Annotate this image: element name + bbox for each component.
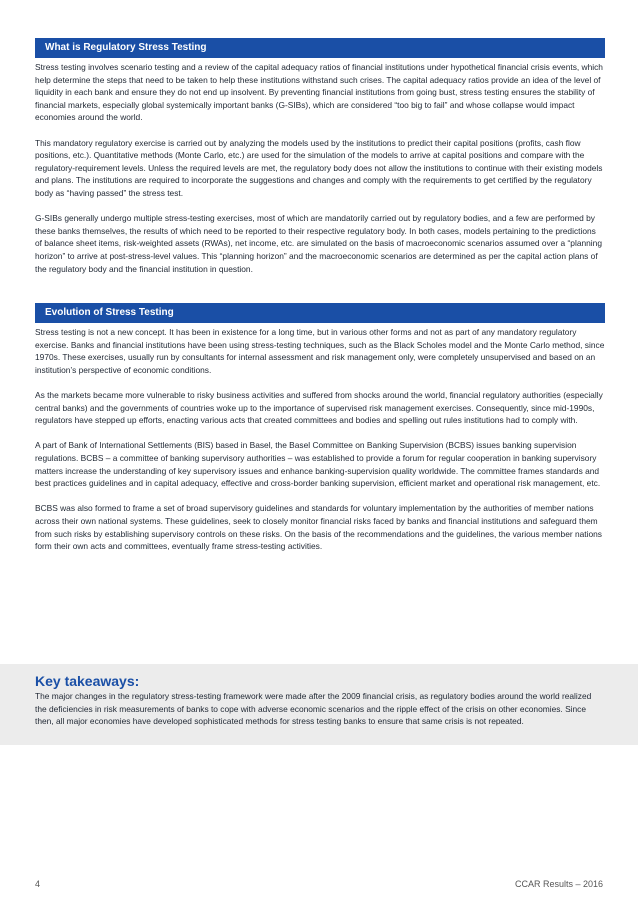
paragraph: G-SIBs generally undergo multiple stress-testing exercises, most of which are mandatorily carried out by regulatory bodies, and a few are performed by these banks themselves, the results of which need to be reported to their respective regulatory body. In both cases, models pertaining to the predictions of balance sheet items, risk-weighted assets (RWAs), net income, etc. are simulated on the basis of macroeconomic scenarios assumed over a “planning horizon” to arrive at post-stress-level values. This “planning horizon” and the macroeconomic scenarios are determined as per the capital action plans of the regulatory body and the financial institution in question. <box>35 213 602 274</box>
paragraph: This mandatory regulatory exercise is carried out by analyzing the models used by the institutions to predict their capital positions (profits, cash flow positions, etc.). Quantitative methods (Monte Carlo, etc.) are used for the simulation of the models to arrive at capital positions and compare with the regulatory-requirement levels. Unless the required levels are met, the regulatory body does not allow the institutions to continue with their existing models and plans. The institutions are required to incorporate the suggestions and changes and comply with the requirements to get certified by the regulatory body as “having passed” the stress test. <box>35 137 603 198</box>
section-body-evolution <box>35 326 605 553</box>
paragraph: A part of Bank of International Settlements (BIS) based in Basel, the Basel Committee on Banking Supervision (BCBS) issues banking supervision regulations. BCBS – a committee of banking supervisory authorities – was established to provide a forum for regular cooperation in banking supervisory matters increase the understanding of key supervisory issues and enhance banking-supervision quality worldwide. The committee frames standards and best practices guidelines and in capital adequacy, effective and cross-border banking supervision, efficient market and operational risk management, etc. <box>35 440 601 489</box>
section-heading-what-is-stress-testing: What is Regulatory Stress Testing <box>35 38 605 58</box>
paragraph: As the markets became more vulnerable to risky business activities and suffered from shocks around the world, financial regulatory authorities (especially central banks) and the governments of countries woke up to the importance of supervised risk management exercises. Consequently, since mid-1990s, regulators have stepped up efforts, enacting various acts that created committees and bodies and spelling out rules institutions had to comply with. <box>35 389 603 426</box>
paragraph: BCBS was also formed to frame a set of broad supervisory guidelines and standards for voluntary implementation by the authorities of member nations across their own national systems. These guidelines, seek to closely monitor financial risks faced by banks and financial institutions and safeguard them from such risks by establishing supervisory controls on these risks. On the basis of the recommendations and the guidelines, the various member nations form their own acts and committees, eventually frame stress-testing activities. <box>35 503 602 552</box>
key-takeaways-text: The major changes in the regulatory stress-testing framework were made after the 2009 financial crisis, as regulatory bodies around the world realized the deficiencies in risk measurements of banks to cope with adverse economic scenarios and the ripple effect of the crisis on other economies. Since then, all major economies have developed sophisticated methods for stress testing banks to ensure that same crisis is not repeated. <box>35 691 592 727</box>
footer-document-title: CCAR Results – 2016 <box>514 879 603 889</box>
section-body-what-is-stress-testing <box>35 61 605 275</box>
section-heading-evolution: Evolution of Stress Testing <box>35 303 605 323</box>
key-takeaways-title: Key takeaways: <box>35 673 140 689</box>
key-takeaways-box <box>0 664 638 745</box>
paragraph: Stress testing involves scenario testing and a review of the capital adequacy ratios of financial institutions under hypothetical financial crisis events, which help determine the steps that need to be taken to help these institutions withstand such crises. The capital adequacy ratios provide an idea of the level of liquidity in each bank and ensure they do not end up insolvent. By preventing financial institutions from going bust, stress testing ensures the stability of financial markets, especially global systemically important banks (G-SIBs), which are considered “too big to fail” and whose collapse would impact economies around the world. <box>35 62 603 123</box>
page-number: 4 <box>35 879 41 889</box>
paragraph: Stress testing is not a new concept. It has been in existence for a long time, but in various other forms and not as part of any mandatory regulatory exercise. Banks and financial institutions have been using stress-testing techniques, such as the Black Scholes model and the Monte Carlo method, since 1970s. These exercises, usually run by consultants for internal assessment and risk management only, were completely unsupervised and based on an institution’s perspective of economic conditions. <box>35 327 605 375</box>
